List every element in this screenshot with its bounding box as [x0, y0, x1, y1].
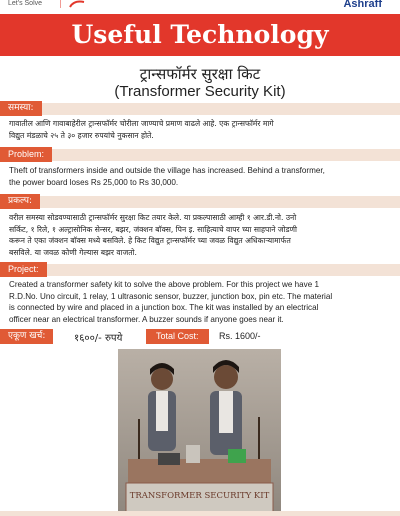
project-mr-label: प्रकल्प: [0, 194, 40, 209]
total-cost-en-label: Total Cost: [146, 329, 209, 344]
section-band [0, 264, 400, 276]
text-line: सर्किट, १ रिले, १ अल्ट्रासोनिक सेन्सर, बझर, जंक्शन बॉक्स, पिन इ. साहित्याचे वापर च्या साहपाने जोडणी [9, 224, 298, 234]
board-label: TRANSFORMER SECURITY KIT [129, 491, 270, 501]
bottom-strip [0, 511, 400, 516]
text-line: Created a transformer safety kit to solve the above problem. For this project we have 1 [9, 280, 319, 289]
total-cost-mr-value: १६००/- रुपये [74, 333, 123, 344]
text-line: विद्युत मंडळाचे २५ ते ३० हजार रुपयांचे नुकसान होते. [9, 130, 154, 140]
text-line: the power board loses Rs 25,000 to Rs 30,000. [9, 177, 179, 187]
text-line: वरील समस्या सोडवण्यासाठी ट्रान्सफॉर्मर सुरक्षा किट तयार केले. या प्रकल्पासाठी आम्ही १ आर.डी.नो. उनो [9, 213, 297, 222]
section-band [0, 196, 400, 208]
banner-title: Useful Technology [71, 20, 329, 49]
total-cost-en-value: Rs. 1600/- [219, 331, 261, 341]
text-line: करून ते एका जंक्शन बॉक्स मध्ये बसविले. हे किट विद्युत ट्रान्सफॉर्मर च्या जवळ विद्युत अधिकाऱ्यामार्फत [9, 236, 291, 245]
text-line: Theft of transformers inside and outside the village has increased. Behind a transformer, [9, 166, 325, 175]
project-en-text [9, 279, 392, 325]
problem-en-label: Problem: [0, 147, 52, 162]
text-line: R.D.No. Uno circuit, 1 relay, 1 ultrasonic sensor, buzzer, junction box, pin etc. The material [9, 291, 333, 301]
problem-mr-label: समस्या: [0, 101, 42, 116]
text-line: is connected by wire and placed in a junction box. The kit was installed by an electrical [9, 303, 319, 312]
tagline: Let's Solve [8, 0, 43, 7]
students-with-kit-image [118, 349, 281, 516]
total-cost-mr-label: एकूण खर्च: [0, 329, 53, 344]
brand-name: Ashraff [343, 0, 382, 10]
text-line: बसविले. या जवळ कोणी गेल्यास बझर वाजतो. [9, 247, 137, 257]
section-band [0, 149, 400, 161]
top-bar [0, 0, 400, 14]
logo-icon [60, 0, 88, 8]
project-en-label: Project: [0, 262, 47, 277]
section-band [0, 103, 400, 115]
problem-mr-text [9, 118, 392, 141]
text-line: गावातील आणि गावाबाहेरील ट्रान्सफॉर्मर चोरीला जाण्याचे प्रमाण वाढले आहे. एक ट्रान्सफॉर्मर मागे [9, 119, 274, 128]
problem-en-text [9, 165, 392, 188]
project-photo [118, 349, 281, 516]
project-title-english: (Transformer Security Kit) [114, 83, 286, 100]
project-mr-text [9, 212, 392, 258]
text-line: officer near an electrical transformer. A buzzer sounds if anyone goes near it. [9, 314, 284, 324]
project-title-marathi: ट्रान्सफॉर्मर सुरक्षा किट [139, 65, 261, 83]
